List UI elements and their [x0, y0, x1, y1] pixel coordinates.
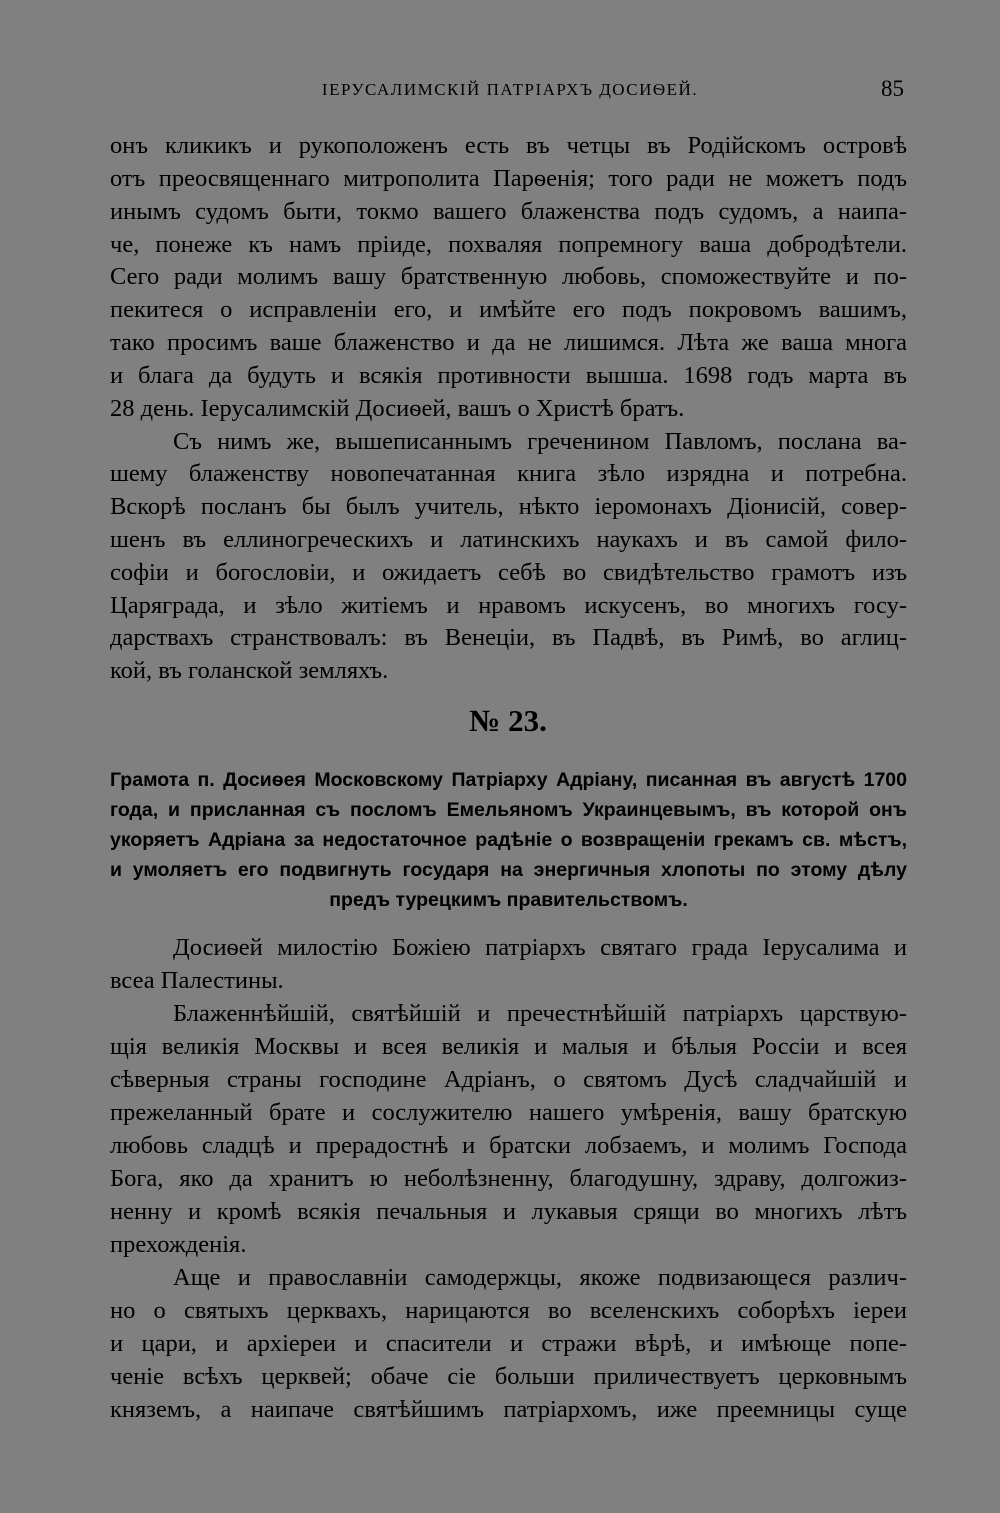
text-line: кой, въ голанской земляхъ.	[110, 657, 389, 684]
text-line: Сего ради молимъ вашу братственную любовь, споможествуйте и по-	[110, 263, 907, 290]
text-line: ненну и кромѣ всякія печальныя и лукавыя срящи во многихъ лѣтъ	[110, 1198, 907, 1225]
summary-line: предъ турецкимъ правительствомъ.	[329, 889, 688, 911]
text-line: Досиѳей милостію Божіею патріархъ святаго града Іерусалима и	[173, 934, 907, 961]
running-head	[0, 76, 1000, 108]
text-line: любовь сладцѣ и прерадостнѣ и братски лобзаемъ, и молимъ Господа	[110, 1132, 907, 1159]
text-line: всеа Палестины.	[110, 967, 284, 994]
summary-line: Грамота п. Досиѳея Московскому Патріарху Адріану, писанная въ августѣ 1700	[110, 769, 907, 791]
text-line: прежеланный брате и сослужителю нашего умѣренія, вашу братскую	[110, 1099, 907, 1126]
summary-line: и умоляетъ его подвигнуть государя на энергичныя хлопоты по этому дѣлу	[110, 859, 907, 881]
text-line: 28 день. Іерусалимскій Досиѳей, вашъ о Христѣ братъ.	[110, 395, 685, 422]
text-line: Царяграда, и зѣло житіемъ и нравомъ искусенъ, во многихъ госу-	[110, 592, 907, 619]
text-line: Блаженнѣйшій, святѣйшій и пречестнѣйшій патріархъ царствую-	[173, 1000, 907, 1027]
text-line: тако просимъ ваше блаженство и да не лишимся. Лѣта же ваша многа	[110, 329, 907, 356]
text-line: дарствахъ странствовалъ: въ Венеціи, въ Падвѣ, въ Римѣ, во аглиц-	[110, 624, 907, 651]
page-number: 85	[881, 76, 904, 101]
text-line: прехожденія.	[110, 1231, 247, 1258]
text-line: отъ преосвященнаго митрополита Парѳенія; того ради не можетъ подъ	[110, 165, 907, 192]
summary-line: года, и присланная съ посломъ Емельяномъ Украинцевымъ, въ которой онъ	[110, 799, 907, 821]
text-line: Бога, яко да хранитъ ю неболѣзненну, благодушну, здраву, долгожиз-	[110, 1165, 907, 1192]
running-title: ІЕРУСАЛИМСКІЙ ПАТРІАРХЪ ДОСИѲЕЙ.	[321, 80, 699, 99]
summary-line: укоряетъ Адріана за недостаточное радѣніе о возвращеніи грекамъ св. мѣстъ,	[110, 829, 907, 851]
text-line: шему блаженству новопечатанная книга зѣло изрядна и потребна.	[110, 460, 907, 487]
text-line: княземъ, а наипаче святѣйшимъ патріархомъ, иже преемницы суще	[110, 1396, 907, 1423]
text-line: софіи и богословіи, и ожидаетъ себѣ во свидѣтельство грамотъ изъ	[110, 559, 907, 586]
document-number-heading: № 23.	[469, 703, 547, 738]
text-line: Съ нимъ же, вышеписаннымъ греченином Павломъ, послана ва-	[173, 428, 907, 455]
text-line: шенъ въ еллиногреческихъ и латинскихъ наукахъ и въ самой фило-	[110, 526, 907, 553]
text-line: сѣверныя страны господине Адріанъ, о святомъ Дусѣ сладчайшій и	[110, 1066, 907, 1093]
text-line: и блага да будуть и всякія противности вышша. 1698 годъ марта въ	[110, 362, 907, 389]
text-line: Аще и православніи самодержцы, якоже подвизающеся различ-	[173, 1264, 907, 1291]
text-line: но о святыхъ церквахъ, нарицаются во вселенскихъ соборѣхъ іереи	[110, 1297, 907, 1324]
text-line: онъ кликикъ и рукоположенъ есть въ четцы въ Родійскомъ островѣ	[110, 132, 907, 159]
text-line: и цари, и архіереи и спасители и стражи вѣрѣ, и имѣюще попе-	[110, 1330, 907, 1357]
text-line: инымъ судомъ быти, токмо вашего блаженства подъ судомъ, а наипа-	[110, 198, 907, 225]
text-line: щія великія Москвы и всея великія и малыя и бѣлыя Россіи и всея	[110, 1033, 907, 1060]
text-line: пекитеся о исправленіи его, и имѣйте его подъ покровомъ вашимъ,	[110, 296, 907, 323]
text-line: Вскорѣ посланъ бы былъ учитель, нѣкто іеромонахъ Діонисій, совер-	[110, 493, 907, 520]
text-line: ченіе всѣхъ церквей; обаче сіе больши приличествуетъ церковнымъ	[110, 1363, 907, 1390]
text-line: че, понеже къ намъ пріиде, похваляя попремногу ваша добродѣтели.	[110, 231, 907, 258]
